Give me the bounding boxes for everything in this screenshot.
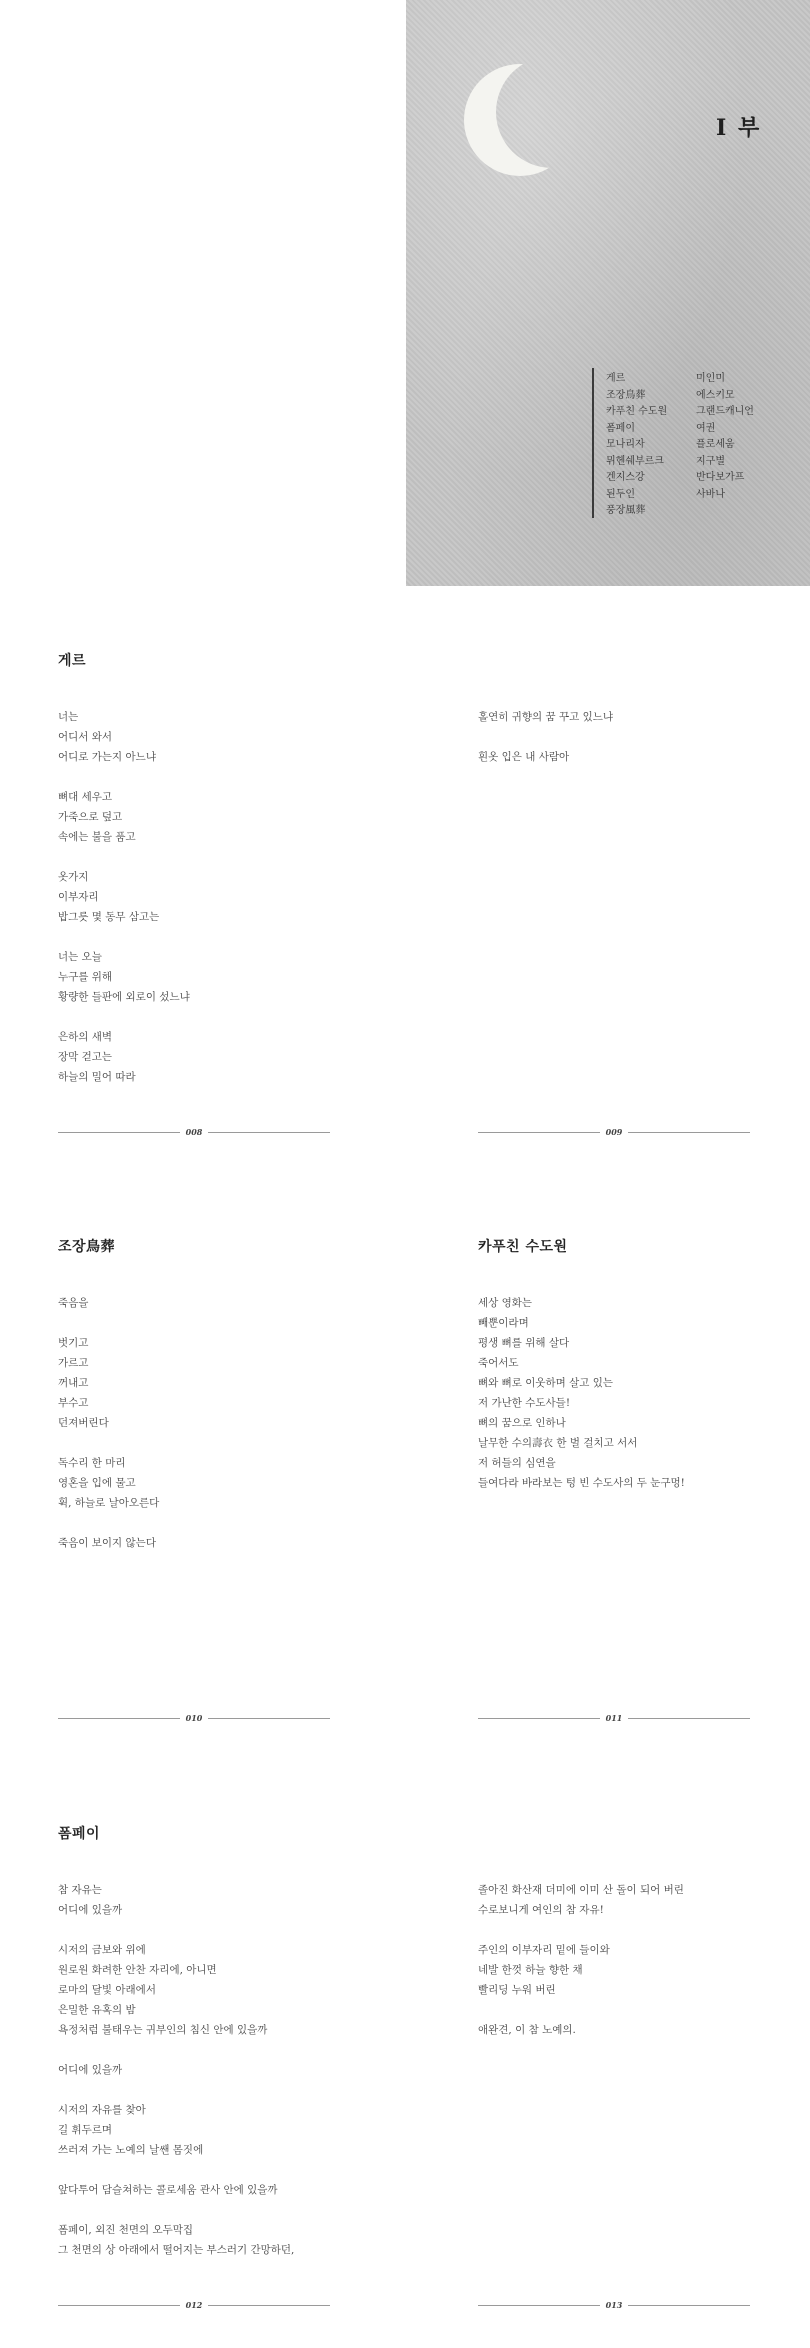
toc-item: 플로세움: [696, 439, 735, 450]
footer-rule: [208, 2305, 330, 2306]
footer-rule: [628, 1132, 750, 1133]
toc-item: 그랜드캐니언: [696, 406, 754, 417]
footer-rule: [478, 1718, 600, 1719]
page-footer: [478, 1126, 750, 1138]
stanza: [58, 867, 190, 927]
toc-item: 된두인: [606, 488, 635, 500]
stanza: [478, 1940, 684, 2000]
stanza: [58, 2220, 294, 2260]
footer-rule: [58, 1132, 180, 1133]
poem-line: 어디서 와서: [58, 731, 113, 743]
poem-line: 가죽으로 덮고: [58, 811, 123, 823]
poem-line: 너는 오늘: [58, 951, 102, 963]
toc-item: 반다보가프: [696, 472, 745, 483]
page-009: [478, 640, 750, 1140]
poem-line: 어디로 가는지 아느냐: [58, 751, 156, 763]
footer-rule: [628, 1718, 750, 1719]
stanza: [58, 1027, 190, 1087]
poem-line: 부수고: [58, 1397, 89, 1409]
poem-line: 애완견, 이 참 노예의.: [478, 2024, 576, 2036]
stanza: [58, 787, 190, 847]
toc-item: 사바나: [696, 488, 725, 500]
poem-line: 앞다투어 담슬쳐하는 콜로세움 관사 안에 있을까: [58, 2184, 278, 2196]
poem-body: [58, 1880, 294, 2280]
page-008: [58, 640, 330, 1140]
poem-line: 밥그릇 몇 동무 삼고는: [58, 911, 160, 923]
poem-line: 원로원 화려한 안찬 자리에, 아니면: [58, 1964, 217, 1976]
poem-line: 저 가난한 수도사들!: [478, 1397, 571, 1409]
stanza: [478, 707, 613, 727]
poem-line: 뼈와 뼈로 이웃하며 살고 있는: [478, 1377, 614, 1389]
stanza: [58, 947, 190, 1007]
toc-item: 풍장風葬: [606, 505, 646, 516]
crescent-moon-icon: [460, 62, 570, 178]
poem-body: [58, 707, 190, 1107]
stanza: [58, 2180, 294, 2200]
footer-rule: [58, 1718, 180, 1719]
poem-body: [478, 1880, 684, 2060]
poem-line: 죽음이 보이지 않는다: [58, 1537, 156, 1549]
poem-line: 빼뿐이라며: [478, 1317, 529, 1329]
stanza: [58, 2100, 294, 2160]
poem-line: 속에는 불을 품고: [58, 831, 136, 843]
toc-item: 뮈헨쉐부르크: [606, 455, 664, 467]
poem-line: 시저의 자유를 찾아: [58, 2104, 146, 2116]
poem-line: 은하의 새벽: [58, 1031, 113, 1043]
poem-line: 폼페이, 외진 천면의 오두막집: [58, 2224, 194, 2236]
poem-line: 쓰러져 가는 노예의 날쌘 몸짓에: [58, 2144, 204, 2156]
poem-title: 폼페이: [58, 1826, 101, 1842]
footer-rule: [208, 1132, 330, 1133]
toc-item: 모나리자: [606, 439, 645, 450]
footer-rule: [478, 2305, 600, 2306]
stanza: [478, 2020, 684, 2040]
footer-rule: [58, 2305, 180, 2306]
page-number: 010: [185, 1713, 203, 1723]
stanza: [58, 1333, 159, 1433]
page-number: 011: [605, 1713, 623, 1723]
poem-line: 황량한 들판에 외로이 섰느냐: [58, 991, 190, 1003]
poem-body: [478, 707, 613, 787]
poem-line: 졸아진 화산재 더미에 이미 산 돌이 되어 버린: [478, 1884, 684, 1896]
stanza: [58, 1880, 294, 1920]
page-footer: [58, 2299, 330, 2311]
toc-item: 겐지스강: [606, 472, 645, 483]
poem-line: 옷가지: [58, 871, 89, 883]
poem-body: [478, 1293, 685, 1513]
stanza: [478, 1880, 684, 1920]
poem-line: 독수리 한 마리: [58, 1457, 126, 1469]
poem-line: 주인의 이부자리 밑에 들이와: [478, 1944, 610, 1956]
poem-line: 뼈대 세우고: [58, 791, 113, 803]
toc-item: 여권: [696, 422, 716, 434]
toc-divider: [592, 368, 594, 518]
page-number: 009: [605, 1127, 623, 1137]
footer-rule: [628, 2305, 750, 2306]
stanza: [58, 707, 190, 767]
page-footer: [478, 2299, 750, 2311]
stanza: [478, 1293, 685, 1493]
stanza: [58, 1293, 159, 1313]
poem-line: 욕정처럼 불태우는 귀부인의 침신 안에 있을까: [58, 2024, 268, 2036]
footer-rule: [208, 1718, 330, 1719]
stanza: [58, 1533, 159, 1553]
poem-line: 빨리딩 누워 버린: [478, 1984, 556, 1996]
poem-line: 어디에 있을까: [58, 1904, 123, 1916]
poem-line: 휙, 하늘로 날아오른다: [58, 1497, 160, 1509]
poem-line: 은밀한 유혹의 밤: [58, 2004, 136, 2016]
page-011: [478, 1226, 750, 1726]
poem-title: 카푸친 수도원: [478, 1239, 568, 1255]
poem-line: 하늘의 밀어 따라: [58, 1071, 136, 1083]
poem-body: [58, 1293, 159, 1573]
page-013: [478, 1813, 750, 2313]
page-010: [58, 1226, 330, 1726]
poem-line: 로마의 달빛 아래에서: [58, 1984, 156, 1996]
poem-line: 길 휘두르며: [58, 2124, 113, 2136]
stanza: [58, 1940, 294, 2040]
page-012: [58, 1813, 330, 2313]
page-number: 013: [605, 2300, 623, 2310]
poem-line: 장막 걷고는: [58, 1051, 113, 1063]
toc-item: 폼페이: [606, 422, 635, 434]
poem-line: 영혼을 입에 물고: [58, 1477, 136, 1489]
toc-item: 조장鳥葬: [606, 389, 646, 401]
poem-line: 죽음을: [58, 1297, 89, 1309]
poem-title: 조장鳥葬: [58, 1239, 116, 1255]
part-title: I 부: [716, 115, 762, 141]
poem-line: 저 허들의 심연을: [478, 1457, 556, 1469]
page-footer: [478, 1712, 750, 1724]
poem-line: 들여다라 바라보는 텅 빈 수도사의 두 눈구멍!: [478, 1477, 685, 1489]
poem-title: 게르: [58, 653, 87, 669]
poem-line: 벗기고: [58, 1337, 89, 1349]
poem-line: 수로보니게 여인의 참 자유!: [478, 1904, 604, 1916]
toc-item: 미인미: [696, 373, 725, 384]
stanza: [478, 747, 613, 767]
page-number: 008: [185, 1127, 203, 1137]
poem-line: 꺼내고: [58, 1377, 89, 1389]
poem-line: 뼈의 꿈으로 인하나: [478, 1417, 566, 1429]
poem-line: 네발 한껏 하늘 향한 채: [478, 1964, 583, 1976]
poem-line: 흰옷 입은 내 사람아: [478, 751, 570, 763]
toc-item: 에스키모: [696, 389, 735, 401]
toc-item: 카푸친 수도원: [606, 406, 668, 417]
page-footer: [58, 1712, 330, 1724]
footer-rule: [478, 1132, 600, 1133]
poem-line: 세상 영화는: [478, 1297, 533, 1309]
poem-line: 홀연히 귀향의 꿈 꾸고 있느냐: [478, 711, 614, 723]
toc-list-right: [696, 371, 754, 503]
toc-item: 지구별: [696, 455, 725, 467]
poem-line: 어디에 있을까: [58, 2064, 123, 2076]
poem-line: 날무한 수의壽衣 한 벌 걸치고 서서: [478, 1437, 638, 1449]
stanza: [58, 2060, 294, 2080]
toc-list-left: [606, 371, 667, 520]
poem-line: 시저의 금보와 위에: [58, 1944, 146, 1956]
poem-line: 던져버린다: [58, 1417, 109, 1429]
poem-line: 평생 뼈를 위해 살다: [478, 1337, 570, 1349]
poem-line: 죽어서도: [478, 1357, 519, 1369]
toc-item: 게르: [606, 373, 626, 384]
poem-line: 너는: [58, 711, 79, 723]
poem-line: 참 자유는: [58, 1884, 102, 1896]
stanza: [58, 1453, 159, 1513]
poem-line: 가르고: [58, 1357, 89, 1369]
poem-line: 누구를 위해: [58, 971, 113, 983]
page-footer: [58, 1126, 330, 1138]
poem-line: 그 천면의 상 아래에서 떨어지는 부스러기 간망하던,: [58, 2244, 295, 2256]
poem-line: 이부자리: [58, 891, 99, 903]
part-cover: [406, 0, 810, 586]
page-number: 012: [185, 2300, 203, 2310]
